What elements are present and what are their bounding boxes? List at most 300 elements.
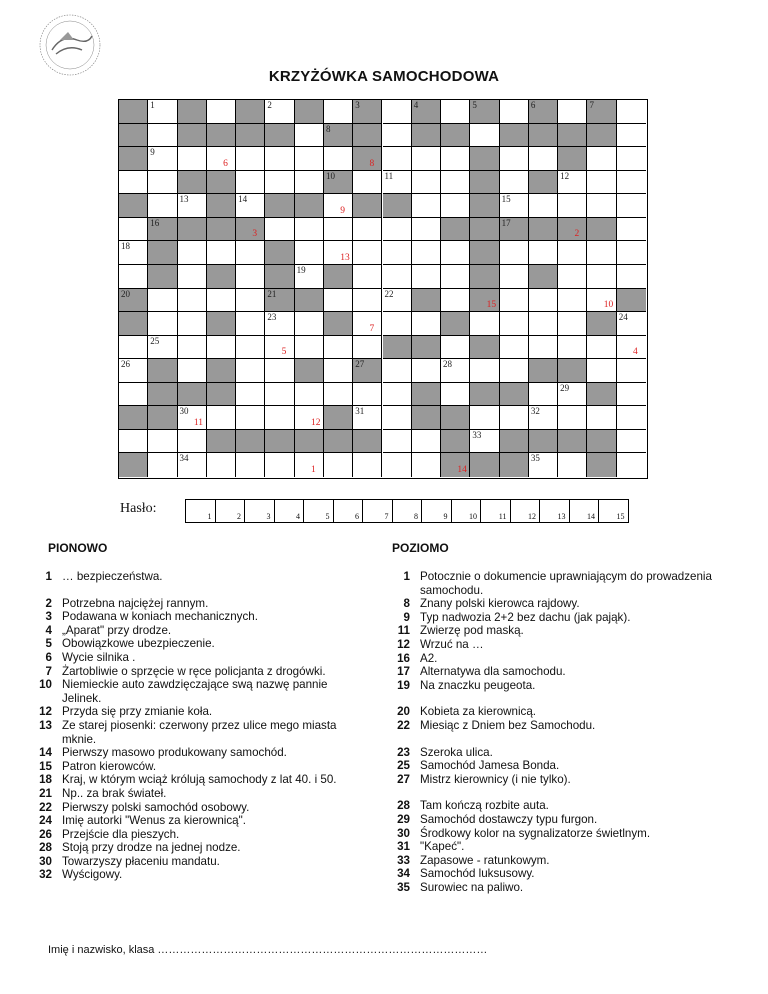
crossword-cell[interactable]: [470, 124, 499, 148]
clue-number-label: 11: [397, 624, 410, 638]
crossword-cell[interactable]: [383, 406, 412, 430]
crossword-cell[interactable]: [353, 289, 382, 313]
blocked-cell: [412, 383, 441, 407]
password-box[interactable]: [481, 500, 511, 522]
blocked-cell: [324, 265, 353, 289]
crossword-cell[interactable]: [412, 194, 441, 218]
clue-item: [26, 828, 362, 842]
clue-number-label: 32: [39, 868, 52, 882]
crossword-cell[interactable]: [441, 171, 470, 195]
blocked-cell: [324, 312, 353, 336]
crossword-cell[interactable]: [353, 218, 382, 242]
crossword-cell[interactable]: [295, 147, 324, 171]
crossword-cell[interactable]: [295, 171, 324, 195]
crossword-cell[interactable]: [617, 124, 646, 148]
crossword-cell[interactable]: [529, 289, 558, 313]
clue-number-label: 3: [45, 610, 52, 624]
crossword-cell[interactable]: [412, 218, 441, 242]
blocked-cell: [207, 194, 236, 218]
crossword-cell[interactable]: [353, 312, 382, 336]
crossword-cell[interactable]: [236, 383, 265, 407]
clue-text: Pierwszy masowo produkowany samochód.: [62, 746, 287, 760]
crossword-cell[interactable]: [558, 336, 587, 360]
password-letter-marker: 13: [340, 252, 350, 263]
clue-number: 25: [150, 335, 160, 346]
crossword-cell[interactable]: [119, 336, 148, 360]
crossword-cell[interactable]: [178, 289, 207, 313]
blocked-cell: [295, 359, 324, 383]
blocked-cell: [353, 194, 382, 218]
crossword-cell[interactable]: [441, 100, 470, 124]
password-box-number: 9: [443, 512, 448, 521]
crossword-cell[interactable]: [236, 171, 265, 195]
clue-number-label: 35: [397, 880, 410, 894]
crossword-cell[interactable]: [617, 383, 646, 407]
crossword-cell[interactable]: [558, 312, 587, 336]
across-clues-list: [384, 570, 720, 894]
crossword-cell[interactable]: [617, 194, 646, 218]
crossword-cell[interactable]: [412, 241, 441, 265]
clue-number-label: 26: [39, 827, 52, 841]
clue-number-label: 1: [45, 570, 52, 583]
crossword-cell[interactable]: [617, 147, 646, 171]
crossword-cell[interactable]: [324, 100, 353, 124]
clue-text: Imię autorki "Wenus za kierownicą".: [62, 814, 246, 828]
clue-number-label: 19: [397, 678, 410, 692]
crossword-cell[interactable]: [470, 406, 499, 430]
blocked-cell: [207, 171, 236, 195]
crossword-cell[interactable]: [558, 289, 587, 313]
crossword-cell[interactable]: [383, 124, 412, 148]
password-box-number: 2: [237, 512, 241, 521]
password-box[interactable]: [599, 500, 629, 522]
crossword-cell[interactable]: [529, 312, 558, 336]
blocked-cell: [119, 312, 148, 336]
crossword-cell[interactable]: [324, 218, 353, 242]
crossword-cell[interactable]: [236, 406, 265, 430]
clue-item: [384, 638, 720, 652]
blocked-cell: [265, 265, 294, 289]
crossword-cell[interactable]: [148, 289, 177, 313]
clue-text: Typ nadwozia 2+2 bez dachu (jak pająk).: [420, 610, 631, 624]
across-clues-heading: POZIOMO: [392, 541, 449, 555]
blocked-cell: [470, 171, 499, 195]
crossword-cell[interactable]: [587, 336, 616, 360]
crossword-cell[interactable]: [178, 265, 207, 289]
clue-item: [384, 624, 720, 638]
crossword-cell[interactable]: [324, 336, 353, 360]
crossword-cell[interactable]: [500, 241, 529, 265]
clue-number-label: 7: [45, 664, 52, 678]
clue-item: [26, 855, 362, 869]
crossword-cell[interactable]: [587, 265, 616, 289]
crossword-cell[interactable]: [295, 124, 324, 148]
name-class-field[interactable]: Imię i nazwisko, klasa ………………………………………………………………………………: [48, 944, 488, 956]
blocked-cell: [324, 406, 353, 430]
clue-item: [384, 840, 720, 854]
clue-text: Alternatywa dla samochodu.: [420, 665, 566, 679]
crossword-cell[interactable]: [236, 359, 265, 383]
clue-item: [384, 665, 720, 679]
clue-text: Znany polski kierowca rajdowy.: [420, 597, 580, 611]
blocked-cell: [207, 265, 236, 289]
crossword-cell[interactable]: [207, 453, 236, 477]
blocked-cell: [119, 406, 148, 430]
crossword-cell[interactable]: [500, 336, 529, 360]
crossword-cell[interactable]: [265, 218, 294, 242]
crossword-cell[interactable]: [500, 406, 529, 430]
crossword-cell[interactable]: [383, 312, 412, 336]
blocked-cell: [148, 383, 177, 407]
crossword-cell[interactable]: [383, 100, 412, 124]
crossword-cell[interactable]: [119, 171, 148, 195]
crossword-cell[interactable]: [265, 383, 294, 407]
crossword-cell[interactable]: [295, 241, 324, 265]
clue-number-label: 29: [397, 812, 410, 826]
password-box[interactable]: [334, 500, 364, 522]
crossword-cell[interactable]: [295, 453, 324, 477]
crossword-cell[interactable]: [617, 453, 646, 477]
clue-item: [26, 651, 362, 665]
password-letter-marker: 2: [574, 229, 580, 240]
crossword-cell[interactable]: [324, 194, 353, 218]
password-box[interactable]: [540, 500, 570, 522]
crossword-cell[interactable]: [617, 100, 646, 124]
crossword-cell[interactable]: [324, 289, 353, 313]
clue-text: „Aparat" przy drodze.: [62, 623, 172, 637]
password-letter-marker: 9: [340, 205, 345, 216]
crossword-cell[interactable]: [500, 171, 529, 195]
clue-number-label: 12: [397, 637, 410, 651]
clue-number: 13: [179, 194, 189, 205]
crossword-cell[interactable]: [529, 383, 558, 407]
password-box-number: 8: [414, 512, 418, 521]
clue-number: 19: [296, 264, 306, 275]
crossword-cell[interactable]: [529, 241, 558, 265]
password-box[interactable]: [363, 500, 393, 522]
clue-number-label: 4: [45, 623, 52, 637]
clue-number: 11: [384, 170, 394, 181]
clue-item: [384, 611, 720, 625]
crossword-cell[interactable]: [324, 359, 353, 383]
crossword-cell[interactable]: [441, 194, 470, 218]
crossword-cell[interactable]: [441, 289, 470, 313]
crossword-cell[interactable]: [353, 171, 382, 195]
crossword-cell[interactable]: [265, 336, 294, 360]
clue-number-label: 34: [397, 867, 410, 881]
clue-text: Mistrz kierownicy (i nie tylko).: [420, 772, 571, 786]
crossword-cell[interactable]: [383, 453, 412, 477]
crossword-cell[interactable]: [500, 147, 529, 171]
blocked-cell: [412, 124, 441, 148]
blocked-cell: [587, 453, 616, 477]
password-letter-marker: 5: [281, 347, 287, 358]
clue-number-label: 22: [39, 800, 52, 814]
blocked-cell: [587, 218, 616, 242]
clue-item: [384, 759, 720, 773]
crossword-cell[interactable]: [558, 406, 587, 430]
crossword-cell[interactable]: [587, 406, 616, 430]
clue-number: 6: [530, 100, 536, 110]
crossword-cell[interactable]: [470, 312, 499, 336]
clue-text: Samochód Jamesa Bonda.: [420, 759, 560, 773]
clue-number-label: 13: [39, 718, 52, 732]
crossword-cell[interactable]: [178, 336, 207, 360]
password-box[interactable]: [570, 500, 600, 522]
clue-number: 4: [413, 100, 419, 110]
password-box[interactable]: [452, 500, 482, 522]
clue-number-label: 25: [397, 759, 410, 773]
crossword-cell[interactable]: [119, 265, 148, 289]
password-box-number: 4: [296, 512, 300, 521]
blocked-cell: [236, 100, 265, 124]
crossword-cell[interactable]: [207, 147, 236, 171]
password-row: [185, 499, 629, 523]
crossword-cell[interactable]: [207, 241, 236, 265]
clue-number: 5: [472, 100, 477, 110]
crossword-cell[interactable]: [148, 124, 177, 148]
page-title: KRZYŻÓWKA SAMOCHODOWA: [268, 68, 500, 85]
crossword-cell[interactable]: [178, 241, 207, 265]
crossword-cell[interactable]: [265, 359, 294, 383]
crossword-cell[interactable]: [412, 265, 441, 289]
clue-item: [384, 570, 720, 597]
crossword-cell[interactable]: [265, 147, 294, 171]
crossword-cell[interactable]: [236, 336, 265, 360]
crossword-cell[interactable]: [236, 147, 265, 171]
password-letter-marker: 1: [310, 465, 316, 475]
crossword-cell[interactable]: [587, 171, 616, 195]
crossword-cell[interactable]: [236, 241, 265, 265]
crossword-cell[interactable]: [558, 241, 587, 265]
crossword-cell[interactable]: [236, 289, 265, 313]
crossword-cell[interactable]: [617, 336, 646, 360]
blocked-cell: [236, 124, 265, 148]
clue-number-label: 5: [45, 637, 52, 651]
crossword-cell[interactable]: [236, 312, 265, 336]
crossword-cell[interactable]: [441, 265, 470, 289]
crossword-cell[interactable]: [265, 406, 294, 430]
password-box[interactable]: [245, 500, 275, 522]
password-box-number: 11: [498, 512, 507, 521]
crossword-cell[interactable]: [236, 265, 265, 289]
crossword-cell[interactable]: [412, 147, 441, 171]
clue-number-label: 24: [39, 814, 52, 828]
blocked-cell: [441, 430, 470, 454]
crossword-cell[interactable]: [295, 383, 324, 407]
crossword-cell[interactable]: [617, 241, 646, 265]
clue-number: 15: [501, 194, 511, 205]
password-box-number: 5: [325, 512, 330, 521]
clue-number: 21: [267, 288, 277, 299]
password-box[interactable]: [393, 500, 423, 522]
blocked-cell: [236, 218, 265, 242]
crossword-cell[interactable]: [119, 430, 148, 454]
clue-text: Kobieta za kierownicą.: [420, 705, 536, 719]
clue-number-label: 17: [397, 665, 410, 679]
crossword-cell[interactable]: [383, 383, 412, 407]
blocked-cell: [295, 194, 324, 218]
clue-number-label: 8: [403, 597, 410, 611]
clue-text: Przyda się przy zmianie koła.: [62, 705, 213, 719]
crossword-cell[interactable]: [617, 171, 646, 195]
crossword-cell[interactable]: [529, 336, 558, 360]
crossword-cell[interactable]: [587, 194, 616, 218]
crossword-cell[interactable]: [617, 265, 646, 289]
password-box[interactable]: [216, 500, 246, 522]
blocked-cell: [207, 218, 236, 242]
crossword-cell[interactable]: [178, 312, 207, 336]
crossword-cell[interactable]: [558, 100, 587, 124]
crossword-cell[interactable]: [324, 147, 353, 171]
blocked-cell: [470, 383, 499, 407]
clue-text: Surowiec na paliwo.: [420, 880, 524, 894]
password-letter-marker: 14: [457, 465, 467, 475]
blocked-cell: [587, 383, 616, 407]
clue-item: [26, 746, 362, 760]
crossword-cell[interactable]: [617, 406, 646, 430]
crossword-cell[interactable]: [265, 453, 294, 477]
blocked-cell: [500, 453, 529, 477]
clue-number-label: 23: [397, 745, 410, 759]
blocked-cell: [617, 289, 646, 313]
crossword-cell[interactable]: [383, 147, 412, 171]
crossword-cell[interactable]: [353, 241, 382, 265]
crossword-cell[interactable]: [412, 453, 441, 477]
blocked-cell: [441, 406, 470, 430]
crossword-cell[interactable]: [207, 336, 236, 360]
clue-number: 27: [355, 359, 365, 370]
clue-text: Samochód luksusowy.: [420, 867, 535, 881]
clue-number: 17: [501, 217, 511, 228]
password-letter-marker: 4: [633, 347, 638, 358]
crossword-cell[interactable]: [324, 453, 353, 477]
crossword-cell[interactable]: [119, 383, 148, 407]
clue-item: [384, 705, 720, 719]
blocked-cell: [441, 218, 470, 242]
crossword-cell[interactable]: [236, 453, 265, 477]
blocked-cell: [587, 124, 616, 148]
crossword-cell[interactable]: [178, 430, 207, 454]
clue-number: 30: [179, 406, 189, 417]
blocked-cell: [148, 406, 177, 430]
crossword-cell[interactable]: [412, 312, 441, 336]
crossword-cell[interactable]: [207, 289, 236, 313]
crossword-cell[interactable]: [265, 171, 294, 195]
blocked-cell: [412, 406, 441, 430]
blocked-cell: [558, 218, 587, 242]
crossword-cell[interactable]: [529, 194, 558, 218]
crossword-cell[interactable]: [617, 430, 646, 454]
clue-item: [26, 841, 362, 855]
password-box[interactable]: [186, 500, 216, 522]
clue-number-label: 6: [45, 650, 52, 664]
password-box[interactable]: [422, 500, 452, 522]
crossword-cell[interactable]: [148, 194, 177, 218]
crossword-cell[interactable]: [617, 218, 646, 242]
crossword-cell[interactable]: [412, 359, 441, 383]
password-box[interactable]: [275, 500, 305, 522]
crossword-cell[interactable]: [412, 430, 441, 454]
crossword-cell[interactable]: [587, 147, 616, 171]
crossword-cell[interactable]: [353, 336, 382, 360]
clue-text: Pierwszy polski samochód osobowy.: [62, 800, 250, 814]
crossword-cell[interactable]: [617, 359, 646, 383]
blocked-cell: [265, 124, 294, 148]
clue-number: 22: [384, 288, 394, 299]
password-box-number: 3: [266, 512, 271, 521]
crossword-cell[interactable]: [207, 100, 236, 124]
crossword-cell[interactable]: [295, 218, 324, 242]
crossword-cell[interactable]: [587, 241, 616, 265]
crossword-cell[interactable]: [353, 383, 382, 407]
password-box[interactable]: [304, 500, 334, 522]
clue-text: Podawana w koniach mechanicznych.: [62, 610, 258, 624]
crossword-cell[interactable]: [383, 265, 412, 289]
crossword-cell[interactable]: [558, 194, 587, 218]
crossword-cell[interactable]: [441, 241, 470, 265]
crossword-cell[interactable]: [383, 359, 412, 383]
crossword-cell[interactable]: [178, 147, 207, 171]
crossword-cell[interactable]: [295, 336, 324, 360]
crossword-cell[interactable]: [587, 359, 616, 383]
crossword-cell[interactable]: [558, 453, 587, 477]
crossword-cell[interactable]: [148, 312, 177, 336]
crossword-cell[interactable]: [441, 147, 470, 171]
clue-number: 18: [121, 241, 130, 252]
blocked-cell: [529, 359, 558, 383]
clue-number-label: 22: [397, 718, 410, 732]
blocked-cell: [178, 171, 207, 195]
crossword-cell[interactable]: [500, 312, 529, 336]
crossword-cell[interactable]: [383, 218, 412, 242]
crossword-cell[interactable]: [441, 336, 470, 360]
crossword-cell[interactable]: [412, 171, 441, 195]
crossword-cell[interactable]: [324, 383, 353, 407]
clue-text: "Kapeć".: [420, 840, 465, 854]
password-box[interactable]: [511, 500, 541, 522]
crossword-cell[interactable]: [500, 359, 529, 383]
clue-gap: [384, 786, 720, 799]
crossword-cell[interactable]: [500, 289, 529, 313]
crossword-cell[interactable]: [353, 265, 382, 289]
crossword-cell[interactable]: [383, 430, 412, 454]
blocked-cell: [353, 147, 382, 171]
clue-item: [26, 570, 362, 584]
crossword-cell[interactable]: [178, 359, 207, 383]
clue-number: 31: [355, 406, 365, 417]
blocked-cell: [470, 147, 499, 171]
crossword-cell[interactable]: [295, 312, 324, 336]
password-box-number: 12: [528, 512, 536, 521]
crossword-cell[interactable]: [441, 383, 470, 407]
crossword-cell[interactable]: [207, 406, 236, 430]
crossword-cell[interactable]: [500, 265, 529, 289]
crossword-cell[interactable]: [119, 218, 148, 242]
blocked-cell: [412, 289, 441, 313]
crossword-cell[interactable]: [558, 265, 587, 289]
crossword-cell[interactable]: [500, 100, 529, 124]
crossword-cell[interactable]: [470, 359, 499, 383]
crossword-cell[interactable]: [529, 147, 558, 171]
clue-number: 34: [179, 453, 189, 464]
crossword-cell[interactable]: [148, 430, 177, 454]
crossword-cell[interactable]: [148, 453, 177, 477]
blocked-cell: [383, 336, 412, 360]
crossword-cell[interactable]: [148, 171, 177, 195]
crossword-cell[interactable]: [383, 241, 412, 265]
crossword-cell[interactable]: [353, 453, 382, 477]
